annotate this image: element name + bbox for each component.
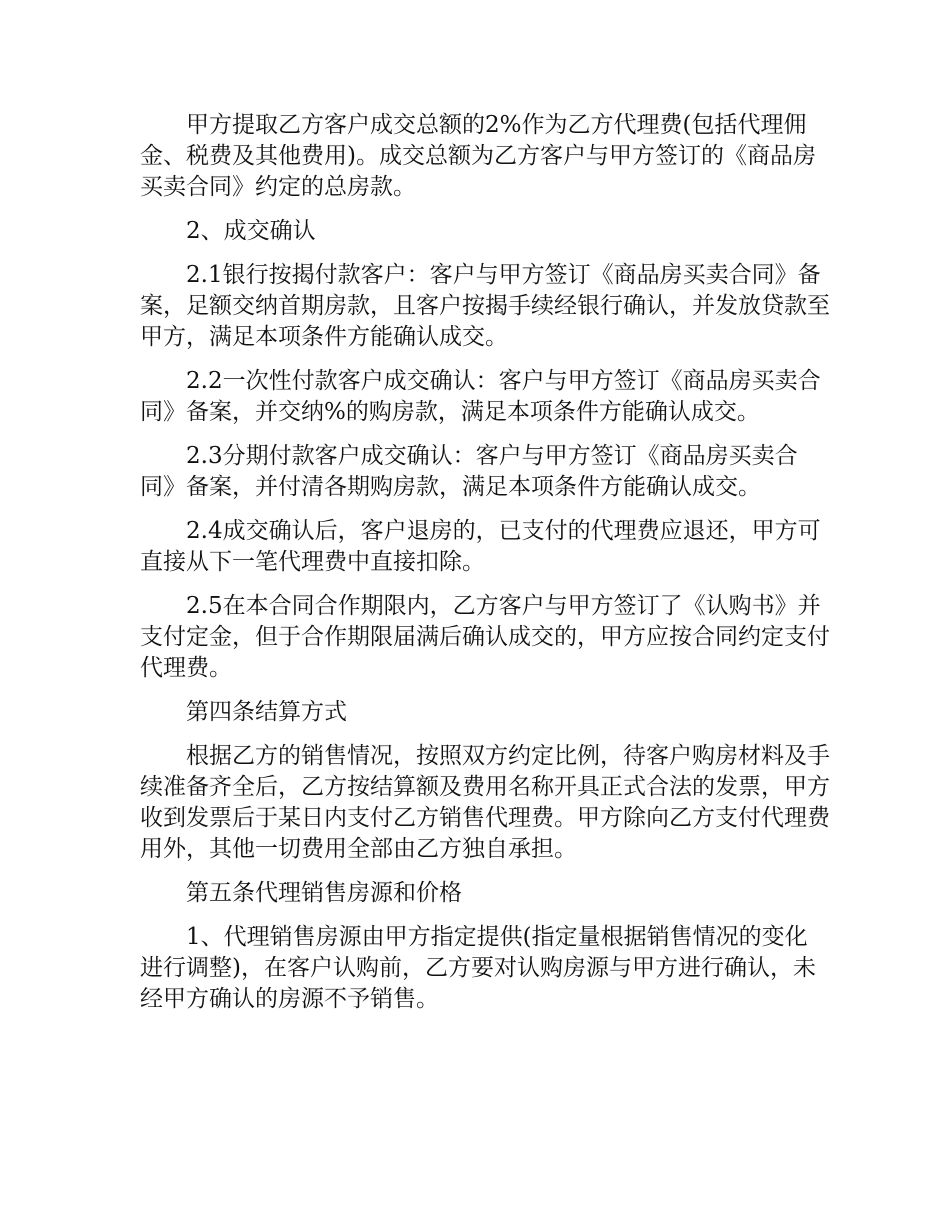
document-body (140, 110, 830, 1028)
paragraph-settlement: 根据乙方的销售情况，按照双方约定比例，待客户购房材料及手续准备齐全后，乙方按结算额及费用名称开具正式合法的发票，甲方收到发票后于某日内支付乙方销售代理费。甲方除向乙方支付代理费用外，其他一切费用全部由乙方独自承担。 (140, 743, 830, 862)
paragraph-2-4: 2.4成交确认后，客户退房的，已支付的代理费应退还，甲方可直接从下一笔代理费中直接扣除。 (140, 518, 821, 575)
paragraph-2-1: 2.1银行按揭付款客户：客户与甲方签订《商品房买卖合同》备案，足额交纳首期房款，且客户按揭手续经银行确认，并发放贷款至甲方，满足本项条件方能确认成交。 (140, 262, 830, 350)
article-heading-5: 第五条代理销售房源和价格 (186, 880, 462, 906)
section-heading-deal-confirmation: 2、成交确认 (186, 218, 316, 244)
paragraph-2-5: 2.5在本合同合作期限内，乙方客户与甲方签订了《认购书》并支付定金，但于合作期限届满后确认成交的，甲方应按合同约定支付代理费。 (140, 593, 830, 681)
article-heading-4: 第四条结算方式 (186, 699, 347, 725)
paragraph-2-3: 2.3分期付款客户成交确认：客户与甲方签订《商品房买卖合同》备案，并付清各期购房款，满足本项条件方能确认成交。 (140, 443, 798, 500)
paragraph-agency-fee: 甲方提取乙方客户成交总额的2%作为乙方代理费(包括代理佣金、税费及其他费用)。成交总额为乙方客户与甲方签订的《商品房买卖合同》约定的总房款。 (140, 112, 816, 200)
paragraph-2-2: 2.2一次性付款客户成交确认：客户与甲方签订《商品房买卖合同》备案，并交纳%的购房款，满足本项条件方能确认成交。 (140, 368, 821, 425)
paragraph-listings: 1、代理销售房源由甲方指定提供(指定量根据销售情况的变化进行调整)，在客户认购前，乙方要对认购房源与甲方进行确认，未经甲方确认的房源不予销售。 (140, 924, 816, 1012)
